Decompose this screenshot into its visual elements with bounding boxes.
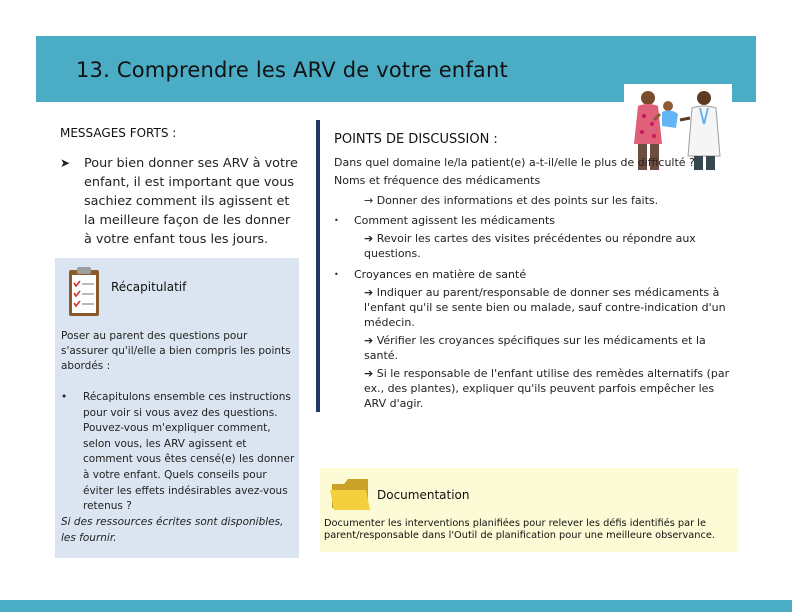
clipboard-checklist-icon — [67, 266, 101, 318]
bullet-icon: • — [61, 391, 68, 403]
arrow-icon: ➔ — [364, 232, 374, 245]
key-message-item — [60, 154, 300, 249]
discussion-how-sub-text: Revoir les cartes des visites précédentes ou répondre aux questions. — [364, 232, 696, 260]
arrow-icon: ➔ — [364, 286, 374, 299]
discussion-beliefs — [334, 265, 734, 285]
page-title: 13. Comprendre les ARV de votre enfant — [76, 58, 508, 82]
discussion-beliefs-sub2 — [334, 333, 734, 363]
documentation-box — [320, 468, 738, 552]
documentation-title: Documentation — [377, 488, 470, 502]
discussion-how-sub — [334, 231, 734, 261]
folder-icon — [330, 476, 370, 512]
discussion-how — [334, 211, 734, 231]
discussion-beliefs-sub1-text: Indiquer au parent/responsable de donner ses médicaments à l'enfant qu'il se sente bien ou malade, sauf contre-indication d'un médecin. — [364, 286, 726, 329]
key-messages — [60, 126, 300, 249]
arrow-icon: ➔ — [364, 367, 374, 380]
arrow-bullet-icon: ➤ — [60, 156, 71, 170]
recap-intro: Poser au parent des questions pour s'assurer qu'il/elle a bien compris les points abordés : — [61, 330, 291, 372]
discussion-beliefs-sub3 — [334, 366, 734, 411]
recap-list — [61, 390, 297, 515]
discussion-points — [334, 130, 734, 411]
recap-title: Récapitulatif — [111, 280, 187, 294]
recap-box — [55, 258, 299, 558]
bullet-icon: • — [334, 216, 339, 225]
discussion-title: POINTS DE DISCUSSION : — [334, 132, 498, 147]
arrow-icon: ➔ — [364, 334, 374, 347]
discussion-beliefs-sub3-text: Si le responsable de l'enfant utilise des remèdes alternatifs (par ex., des plantes), expliquer qu'ils peuvent parfois empêcher les ARV d'agir. — [364, 367, 730, 410]
discussion-beliefs-sub1 — [334, 285, 734, 330]
discussion-intro: Dans quel domaine le/la patient(e) a-t-il/elle le plus de difficulté ? — [334, 156, 695, 169]
bullet-icon: • — [334, 270, 339, 279]
discussion-how-text: Comment agissent les médicaments — [354, 214, 556, 227]
discussion-beliefs-text: Croyances en matière de santé — [354, 268, 527, 281]
key-message-text: Pour bien donner ses ARV à votre enfant, il est important que vous sachiez comment ils agissent et la meilleure façon de les donner à votre enfant tous les jours. — [84, 156, 298, 247]
column-divider — [316, 120, 320, 412]
recap-bullet-text: Récapitulons ensemble ces instructions pour voir si vous avez des questions. Pouvez-vous m'expliquer comment, selon vous, les ARV agissent et comment vous êtes censé(e) les donner à votre enfant. Quels conseils pour éviter les effets indésirables avez-vous retenus ? — [83, 391, 295, 513]
footer-bar — [0, 600, 792, 612]
discussion-names-sub: → Donner des informations et des points sur les faits. — [364, 194, 659, 207]
documentation-text: Documenter les interventions planifiées pour relever les défis identifiés par le parent/responsable dans l'Outil de planification pour une meilleure observance. — [324, 518, 715, 541]
key-messages-title: MESSAGES FORTS : — [60, 126, 177, 140]
discussion-names: Noms et fréquence des médicaments — [334, 174, 541, 187]
discussion-beliefs-sub2-text: Vérifier les croyances spécifiques sur les médicaments et la santé. — [364, 334, 706, 362]
recap-note: Si des ressources écrites sont disponibles, les fournir. — [61, 516, 284, 544]
